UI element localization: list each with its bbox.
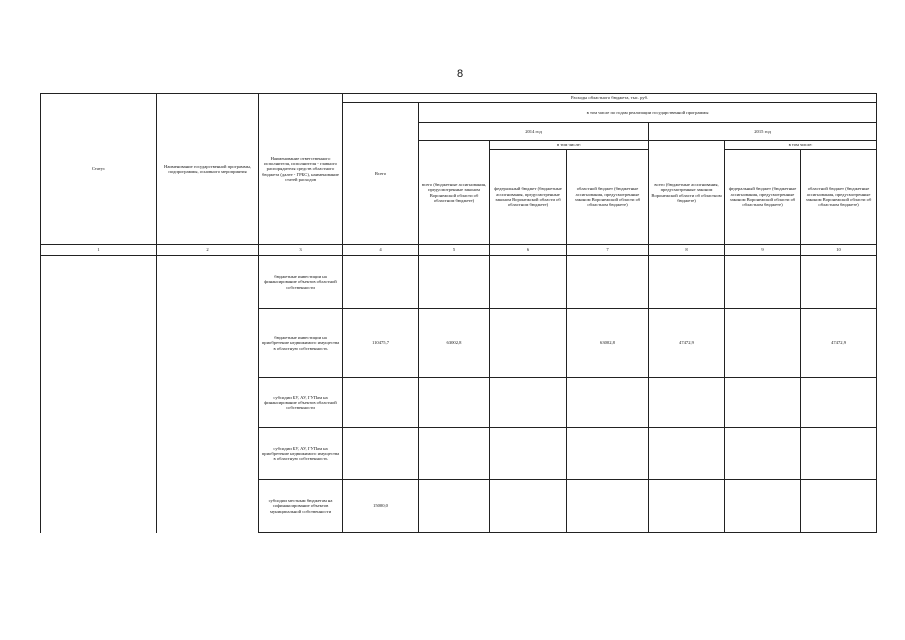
header-by-years: в том числе по годам реализации государственной программы bbox=[419, 103, 877, 123]
header-executor: Наименование ответственного исполнителя, исполнителя - главного распорядителя средств областного бюджета (далее - ГРБС), наименование статей расходов bbox=[259, 94, 343, 245]
page-number: 8 bbox=[456, 68, 464, 80]
column-number: 10 bbox=[801, 245, 877, 256]
value-col9 bbox=[725, 309, 801, 378]
value-col8 bbox=[649, 256, 725, 309]
header-including-2015: в том числе: bbox=[725, 141, 877, 150]
column-numbers-row bbox=[41, 245, 877, 256]
status-cell bbox=[41, 256, 157, 533]
value-total: 15000,0 bbox=[343, 480, 419, 533]
header-row-1 bbox=[41, 94, 877, 103]
program-name-cell bbox=[157, 256, 259, 533]
value-col6 bbox=[490, 428, 567, 480]
value-col5: 63002,8 bbox=[419, 309, 490, 378]
value-col8 bbox=[649, 480, 725, 533]
value-col5 bbox=[419, 256, 490, 309]
header-status: Статус bbox=[41, 94, 157, 245]
value-col10 bbox=[801, 256, 877, 309]
value-total: 110475,7 bbox=[343, 309, 419, 378]
value-total bbox=[343, 378, 419, 428]
value-col8: 47472,9 bbox=[649, 309, 725, 378]
value-col7 bbox=[567, 378, 649, 428]
column-number: 5 bbox=[419, 245, 490, 256]
header-program-name: Наименование государственной программы, подпрограммы, основного мероприятия bbox=[157, 94, 259, 245]
value-col8 bbox=[649, 378, 725, 428]
column-number: 6 bbox=[490, 245, 567, 256]
header-including-2014: в том числе: bbox=[490, 141, 649, 150]
header-expenses-title: Расходы областного бюджета, тыс. руб. bbox=[343, 94, 877, 103]
value-col10 bbox=[801, 428, 877, 480]
row-label: субсидии БУ, АУ, ГУПам на приобретение недвижимого имущества в областную собственность bbox=[259, 428, 343, 480]
column-number: 3 bbox=[259, 245, 343, 256]
value-col5 bbox=[419, 428, 490, 480]
header-federal-2014: федеральный бюджет (бюджетные ассигнования, предусмотренные законом Воронежской области об областном бюджете) bbox=[490, 150, 567, 245]
row-label: субсидии БУ, АУ, ГУПам на финансирование объектов областной собственности bbox=[259, 378, 343, 428]
value-col7: 63002,8 bbox=[567, 309, 649, 378]
value-col9 bbox=[725, 256, 801, 309]
column-number: 7 bbox=[567, 245, 649, 256]
value-col6 bbox=[490, 480, 567, 533]
value-col9 bbox=[725, 428, 801, 480]
value-col10 bbox=[801, 480, 877, 533]
row-label: бюджетные инвестиции на финансирование объектов областной собственности bbox=[259, 256, 343, 309]
column-number: 1 bbox=[41, 245, 157, 256]
value-col8 bbox=[649, 428, 725, 480]
header-total-allocations-2014: всего (бюджетные ассигнования, предусмотренные законом Воронежской области об областном бюджете) bbox=[419, 141, 490, 245]
value-col10: 47472,9 bbox=[801, 309, 877, 378]
value-col6 bbox=[490, 378, 567, 428]
value-col6 bbox=[490, 309, 567, 378]
column-number: 4 bbox=[343, 245, 419, 256]
budget-table bbox=[40, 93, 877, 533]
value-total bbox=[343, 256, 419, 309]
value-col9 bbox=[725, 480, 801, 533]
column-number: 8 bbox=[649, 245, 725, 256]
header-federal-2015: федеральный бюджет (бюджетные ассигнования, предусмотренные законом Воронежской области об областном бюджете) bbox=[725, 150, 801, 245]
row-label: субсидии местным бюджетам на софинансирование объектов муниципальной собственности bbox=[259, 480, 343, 533]
header-year-2014: 2014 год bbox=[419, 123, 649, 141]
column-number: 2 bbox=[157, 245, 259, 256]
header-year-2015: 2015 год bbox=[649, 123, 877, 141]
value-total bbox=[343, 428, 419, 480]
value-col9 bbox=[725, 378, 801, 428]
value-col5 bbox=[419, 480, 490, 533]
value-col5 bbox=[419, 378, 490, 428]
value-col7 bbox=[567, 256, 649, 309]
header-regional-2015: областной бюджет (бюджетные ассигнования, предусмотренные законом Воронежской области об областном бюджете) bbox=[801, 150, 877, 245]
header-regional-2014: областной бюджет (бюджетные ассигнования, предусмотренные законом Воронежской области об областном бюджете) bbox=[567, 150, 649, 245]
value-col10 bbox=[801, 378, 877, 428]
value-col6 bbox=[490, 256, 567, 309]
header-total-allocations-2015: всего (бюджетные ассигнования, предусмотренные законом Воронежской области об областном бюджете) bbox=[649, 141, 725, 245]
row-label: бюджетные инвестиции на приобретение недвижимого имущества в областную собственность bbox=[259, 309, 343, 378]
header-total: Всего bbox=[343, 103, 419, 245]
column-number: 9 bbox=[725, 245, 801, 256]
value-col7 bbox=[567, 428, 649, 480]
value-col7 bbox=[567, 480, 649, 533]
table-row bbox=[41, 256, 877, 309]
